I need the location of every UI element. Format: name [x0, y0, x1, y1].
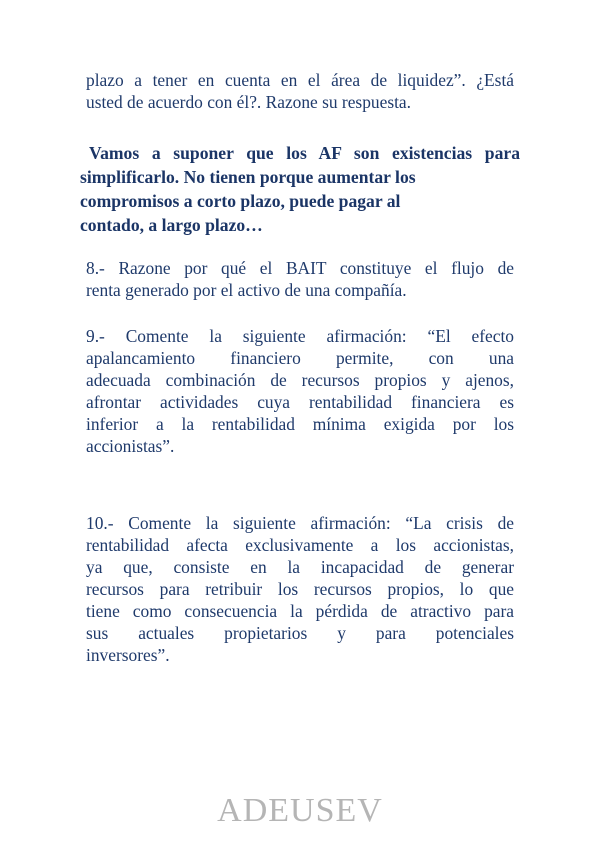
intro-paragraph [86, 69, 514, 113]
bold-note [80, 141, 520, 237]
question-8 [86, 257, 514, 301]
question-line: recursos para retribuir los recursos propios, lo que [86, 579, 514, 599]
question-line: 10.- Comente la siguiente afirmación: “La crisis de [86, 513, 514, 533]
question-10 [86, 512, 514, 666]
question-line: renta generado por el activo de una compañía. [86, 280, 407, 300]
intro-line: usted de acuerdo con él?. Razone su respuesta. [86, 92, 411, 112]
bold-note-line: simplificarlo. No tienen porque aumentar los [80, 167, 416, 187]
question-line: tiene como consecuencia la pérdida de atractivo para [86, 601, 514, 621]
question-line: 8.- Razone por qué el BAIT constituye el flujo de [86, 258, 514, 278]
question-line: sus actuales propietarios y para potenciales [86, 623, 514, 643]
bold-note-line: compromisos a corto plazo, puede pagar al [80, 191, 401, 211]
intro-line: plazo a tener en cuenta en el área de liquidez”. ¿Está [86, 70, 514, 90]
question-line: rentabilidad afecta exclusivamente a los accionistas, [86, 535, 514, 555]
question-line: adecuada combinación de recursos propios y ajenos, [86, 370, 514, 390]
bold-note-line: contado, a largo plazo… [80, 215, 263, 235]
question-line: 9.- Comente la siguiente afirmación: “El efecto [86, 326, 514, 346]
question-line: inversores”. [86, 645, 170, 665]
watermark: ADEUSEV [217, 792, 383, 829]
question-line: afrontar actividades cuya rentabilidad financiera es [86, 392, 514, 412]
question-line: ya que, consiste en la incapacidad de generar [86, 557, 514, 577]
question-9 [86, 325, 514, 457]
question-line: accionistas”. [86, 436, 175, 456]
question-line: apalancamiento financiero permite, con una [86, 348, 514, 368]
question-line: inferior a la rentabilidad mínima exigida por los [86, 414, 514, 434]
bold-note-line: Vamos a suponer que los AF son existencias para [89, 143, 520, 163]
